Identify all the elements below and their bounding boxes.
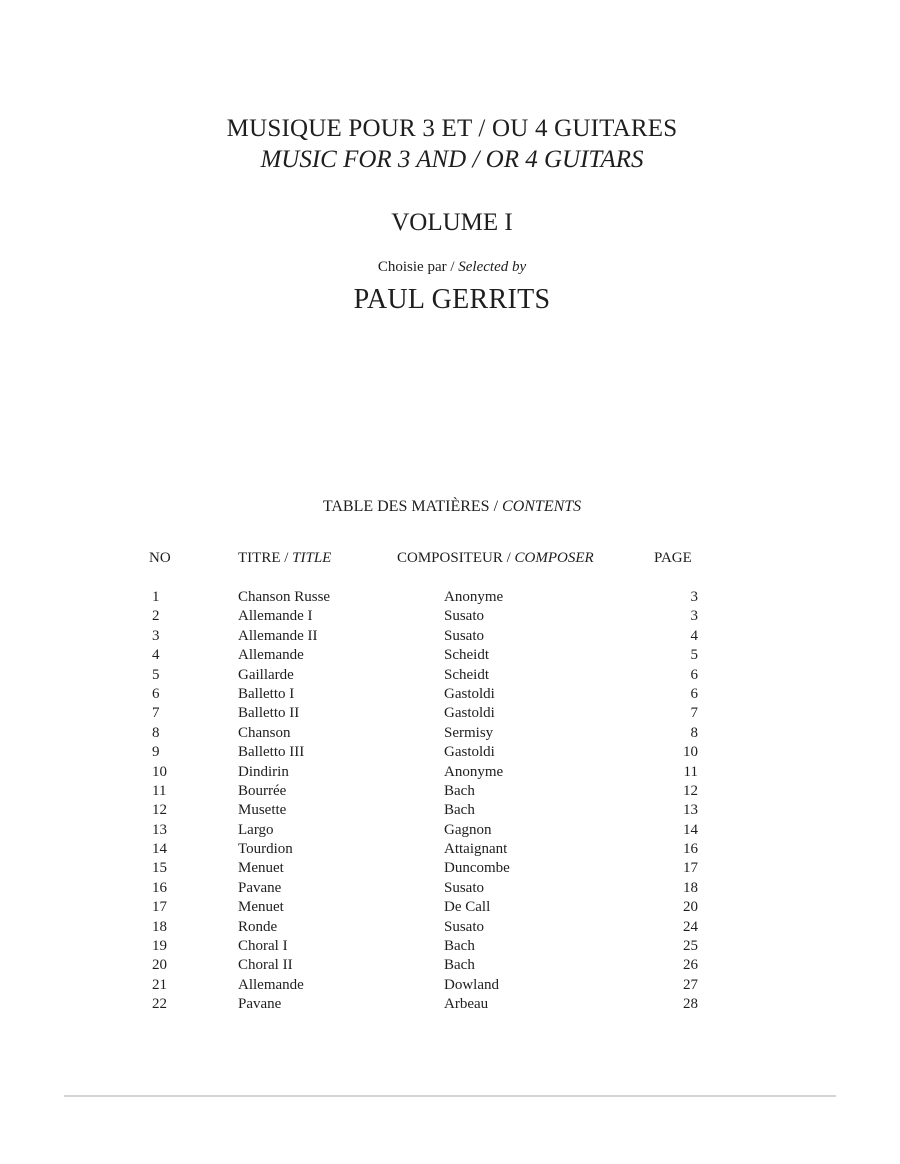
row-page: 8 xyxy=(690,724,698,741)
row-title: Balletto II xyxy=(238,705,300,722)
table-row xyxy=(0,704,900,723)
row-number: 18 xyxy=(152,918,167,935)
row-title: Choral I xyxy=(238,938,288,955)
table-row xyxy=(0,956,900,975)
row-title: Bourrée xyxy=(238,782,287,799)
footer-divider xyxy=(64,1095,836,1097)
row-composer: Scheidt xyxy=(444,647,489,664)
row-title: Balletto I xyxy=(238,685,295,702)
table-row xyxy=(0,743,900,762)
table-row xyxy=(0,646,900,665)
row-page: 4 xyxy=(690,627,698,644)
row-title: Dindirin xyxy=(238,763,289,780)
column-header-composer xyxy=(397,548,594,568)
row-composer: Bach xyxy=(444,957,475,974)
row-page: 18 xyxy=(683,879,698,896)
row-composer: Susato xyxy=(444,879,485,896)
row-composer: Gagnon xyxy=(444,821,492,838)
row-number: 19 xyxy=(152,938,167,955)
row-page: 28 xyxy=(683,996,698,1013)
row-composer: Susato xyxy=(444,918,485,935)
row-page: 7 xyxy=(690,705,698,722)
row-composer: Gastoldi xyxy=(444,705,495,722)
row-title: Menuet xyxy=(238,860,284,877)
column-header-title-english: TITLE xyxy=(292,550,332,566)
row-title: Allemande xyxy=(238,647,304,664)
title-french: MUSIQUE POUR 3 ET / OU 4 GUITARES xyxy=(226,115,678,142)
column-header-composer-french: COMPOSITEUR / xyxy=(397,550,511,566)
table-row xyxy=(0,666,900,685)
row-number: 22 xyxy=(152,996,167,1013)
table-row xyxy=(0,898,900,917)
table-row xyxy=(0,801,900,820)
row-composer: Bach xyxy=(444,938,475,955)
row-title: Tourdion xyxy=(238,841,293,858)
volume-label: VOLUME I xyxy=(391,209,513,236)
row-page: 17 xyxy=(683,860,698,877)
row-title: Musette xyxy=(238,802,287,819)
row-title: Gaillarde xyxy=(238,666,294,683)
selected-by-french: Choisie par / xyxy=(377,259,455,275)
row-title: Ronde xyxy=(238,918,278,935)
column-header-title xyxy=(238,548,331,568)
row-number: 2 xyxy=(152,608,160,625)
row-composer: Bach xyxy=(444,802,475,819)
row-page: 24 xyxy=(683,918,698,935)
table-row xyxy=(0,588,900,607)
row-composer: Gastoldi xyxy=(444,685,495,702)
row-composer: Susato xyxy=(444,627,485,644)
row-page: 27 xyxy=(683,976,698,993)
row-composer: Bach xyxy=(444,782,475,799)
row-number: 5 xyxy=(152,666,160,683)
row-title: Pavane xyxy=(238,879,282,896)
row-number: 1 xyxy=(152,589,160,605)
row-number: 4 xyxy=(152,647,160,664)
row-page: 12 xyxy=(683,782,698,799)
row-title: Balletto III xyxy=(238,744,305,761)
table-row xyxy=(0,763,900,782)
author-name: PAUL GERRITS xyxy=(353,284,551,315)
row-title: Allemande I xyxy=(238,608,313,625)
row-number: 10 xyxy=(152,763,167,780)
table-row xyxy=(0,937,900,956)
row-title: Chanson Russe xyxy=(238,589,331,605)
row-number: 3 xyxy=(152,627,160,644)
table-row xyxy=(0,995,900,1014)
row-page: 20 xyxy=(683,899,698,916)
row-composer: Dowland xyxy=(444,976,499,993)
row-composer: De Call xyxy=(444,899,491,916)
row-title: Menuet xyxy=(238,899,284,916)
column-header-no: NO xyxy=(149,550,171,566)
row-page: 3 xyxy=(690,608,698,625)
row-title: Allemande xyxy=(238,976,304,993)
table-row xyxy=(0,724,900,743)
row-page: 26 xyxy=(683,957,698,974)
row-page: 6 xyxy=(690,666,698,683)
table-row xyxy=(0,879,900,898)
row-number: 17 xyxy=(152,899,167,916)
row-number: 8 xyxy=(152,724,160,741)
row-page: 5 xyxy=(690,647,698,664)
row-title: Choral II xyxy=(238,957,293,974)
row-number: 9 xyxy=(152,744,160,761)
row-number: 21 xyxy=(152,976,167,993)
row-page: 10 xyxy=(683,744,698,761)
selected-by-english: Selected by xyxy=(458,259,527,275)
row-page: 13 xyxy=(683,802,698,819)
title-english: MUSIC FOR 3 AND / OR 4 GUITARS xyxy=(260,146,644,173)
table-row xyxy=(0,685,900,704)
row-composer: Susato xyxy=(444,608,485,625)
table-row xyxy=(0,821,900,840)
table-row xyxy=(0,976,900,995)
column-header-title-french: TITRE / xyxy=(238,550,289,566)
column-header-composer-english: COMPOSER xyxy=(514,550,594,566)
row-title: Chanson xyxy=(238,724,291,741)
document-title xyxy=(0,114,900,176)
row-composer: Arbeau xyxy=(444,996,489,1013)
row-page: 16 xyxy=(683,841,698,858)
row-page: 14 xyxy=(683,821,698,838)
row-number: 7 xyxy=(152,705,160,722)
row-page: 3 xyxy=(690,589,698,605)
contents-heading xyxy=(0,496,900,518)
contents-heading-english: CONTENTS xyxy=(502,498,582,515)
contents-table xyxy=(0,588,900,1015)
row-page: 25 xyxy=(683,938,698,955)
row-title: Allemande II xyxy=(238,627,318,644)
row-number: 15 xyxy=(152,860,167,877)
row-composer: Duncombe xyxy=(444,860,510,877)
row-composer: Gastoldi xyxy=(444,744,495,761)
row-composer: Scheidt xyxy=(444,666,489,683)
row-composer: Anonyme xyxy=(444,763,504,780)
row-title: Largo xyxy=(238,821,274,838)
table-row xyxy=(0,627,900,646)
row-number: 6 xyxy=(152,685,160,702)
row-title: Pavane xyxy=(238,996,282,1013)
column-header-page: PAGE xyxy=(654,550,692,566)
row-number: 12 xyxy=(152,802,167,819)
table-row xyxy=(0,859,900,878)
row-number: 20 xyxy=(152,957,167,974)
selected-by-line xyxy=(0,257,900,277)
table-row xyxy=(0,782,900,801)
row-composer: Attaignant xyxy=(444,841,508,858)
row-composer: Sermisy xyxy=(444,724,494,741)
row-number: 16 xyxy=(152,879,167,896)
row-number: 13 xyxy=(152,821,167,838)
row-page: 11 xyxy=(683,763,698,780)
table-row xyxy=(0,607,900,626)
table-row xyxy=(0,840,900,859)
table-row xyxy=(0,918,900,937)
row-page: 6 xyxy=(690,685,698,702)
row-composer: Anonyme xyxy=(444,589,504,605)
row-number: 11 xyxy=(152,782,167,799)
row-number: 14 xyxy=(152,841,167,858)
contents-heading-french: TABLE DES MATIÈRES / xyxy=(322,498,499,515)
